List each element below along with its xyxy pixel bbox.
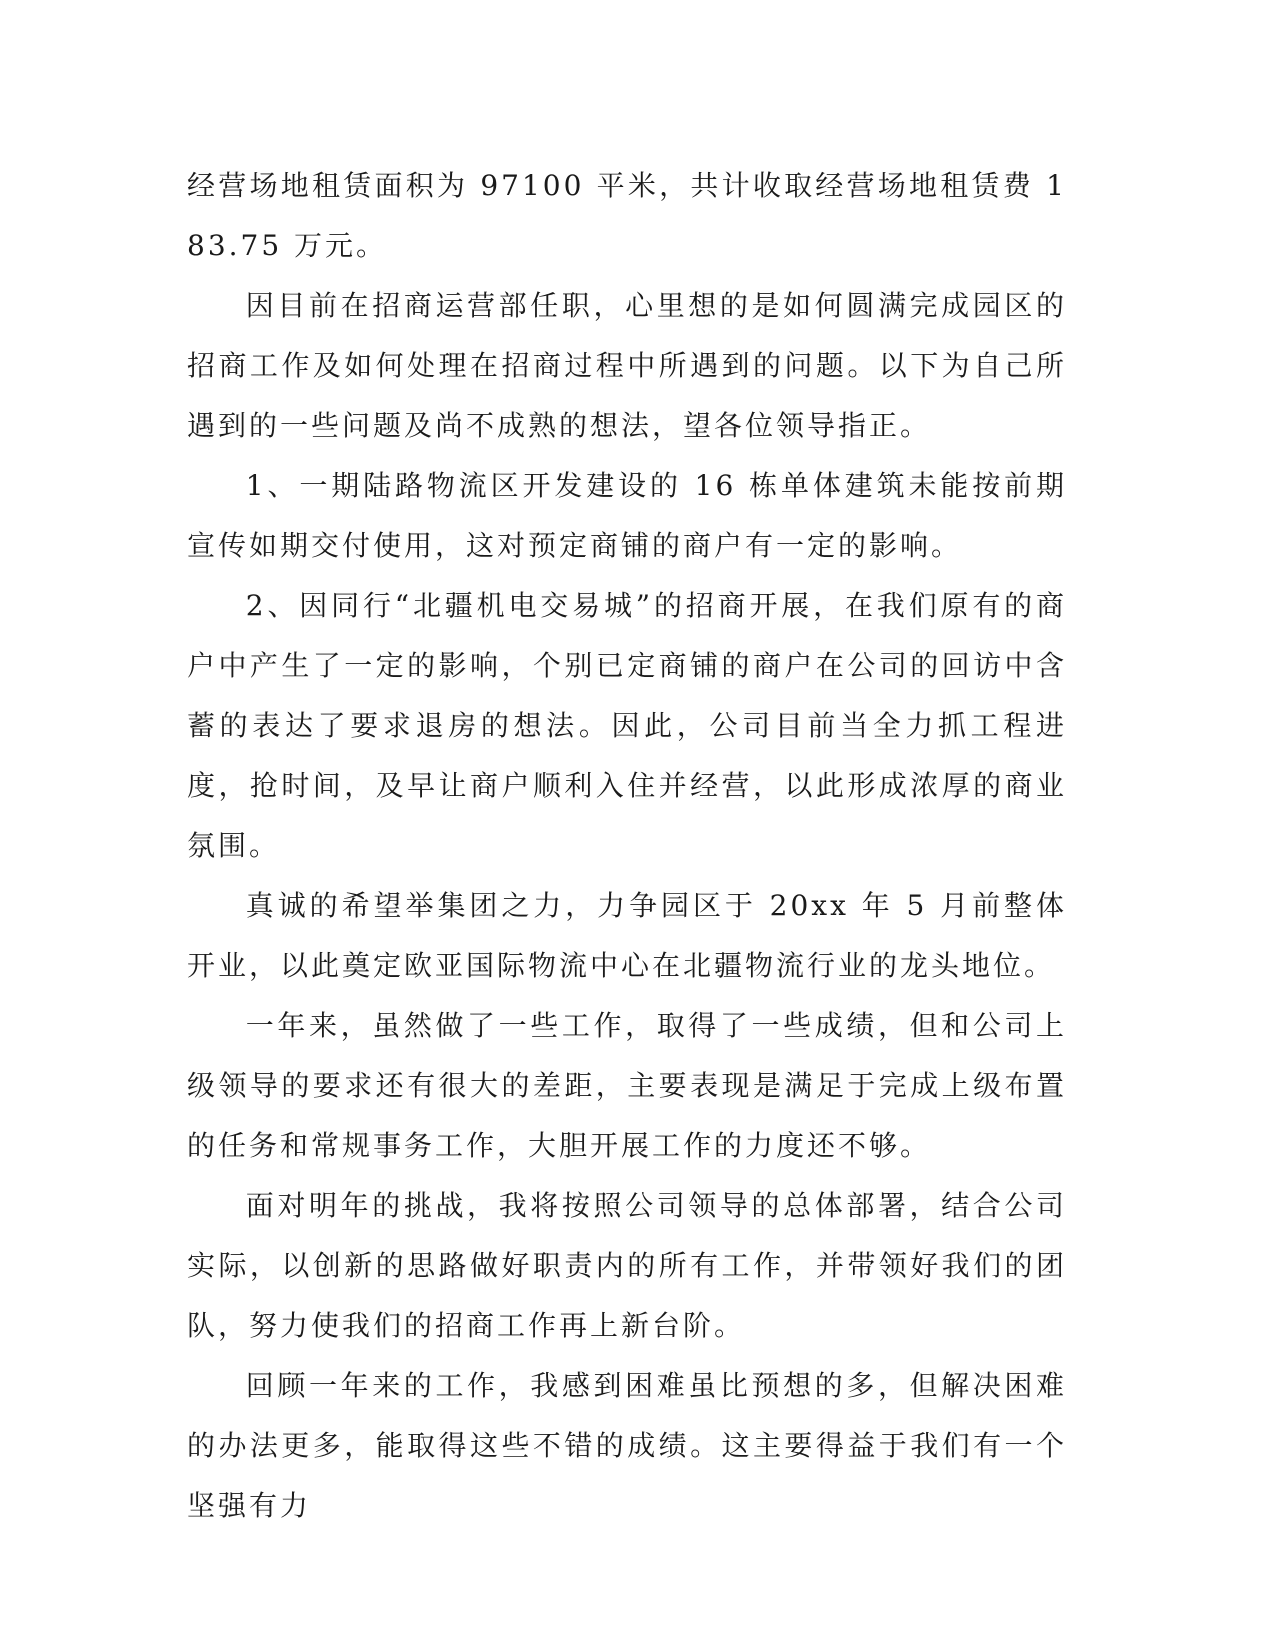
document-body <box>187 156 1067 1536</box>
paragraph-5: 真诚的希望举集团之力，力争园区于 20xx 年 5 月前整体开业，以此奠定欧亚国际物流中心在北疆物流行业的龙头地位。 <box>187 889 1067 982</box>
paragraph-7: 面对明年的挑战，我将按照公司领导的总体部署，结合公司实际，以创新的思路做好职责内的所有工作，并带领好我们的团队，努力使我们的招商工作再上新台阶。 <box>187 1189 1067 1342</box>
paragraph-8: 回顾一年来的工作，我感到困难虽比预想的多，但解决困难的办法更多，能取得这些不错的成绩。这主要得益于我们有一个坚强有力 <box>187 1369 1067 1522</box>
paragraph-1: 经营场地租赁面积为 97100 平米，共计收取经营场地租赁费 183.75 万元。 <box>187 169 1067 262</box>
paragraph-3: 1、一期陆路物流区开发建设的 16 栋单体建筑未能按前期宣传如期交付使用，这对预定商铺的商户有一定的影响。 <box>187 469 1067 562</box>
paragraph-2: 因目前在招商运营部任职，心里想的是如何圆满完成园区的招商工作及如何处理在招商过程中所遇到的问题。以下为自己所遇到的一些问题及尚不成熟的想法，望各位领导指正。 <box>187 289 1067 442</box>
paragraph-4: 2、因同行“北疆机电交易城”的招商开展，在我们原有的商户中产生了一定的影响，个别已定商铺的商户在公司的回访中含蓄的表达了要求退房的想法。因此，公司目前当全力抓工程进度，抢时间，及早让商户顺利入住并经营，以此形成浓厚的商业氛围。 <box>187 589 1067 862</box>
paragraph-6: 一年来，虽然做了一些工作，取得了一些成绩，但和公司上级领导的要求还有很大的差距，主要表现是满足于完成上级布置的任务和常规事务工作，大胆开展工作的力度还不够。 <box>187 1009 1067 1162</box>
